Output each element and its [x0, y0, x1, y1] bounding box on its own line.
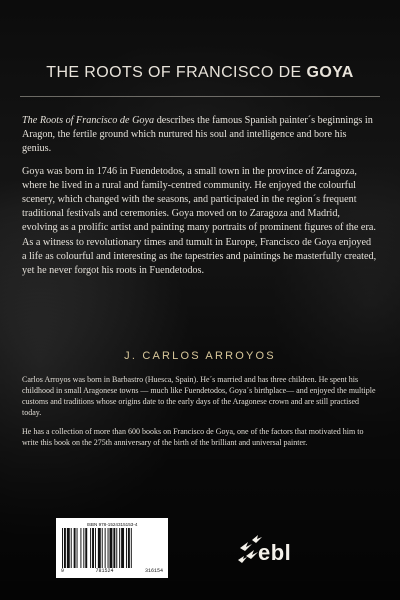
barcode-digit-group-3: 316154	[144, 568, 163, 574]
publisher-name: ebl	[258, 540, 292, 565]
barcode-digits	[61, 568, 163, 575]
blurb-book-title: The Roots of Francisco de Goya	[22, 115, 155, 126]
bird-flock-icon	[236, 526, 366, 576]
title-main: THE ROOTS OF FRANCISCO DE	[46, 64, 307, 81]
blurb-paragraph-1	[22, 114, 378, 157]
blurb-p1-text: describes the famous Spanish painter´s beginnings in Aragon, the fertile ground which nurtured his soul and intelligence and bore his genius.	[22, 115, 373, 155]
blurb-paragraph-2: Goya was born in 1746 in Fuendetodos, a small town in the province of Zaragoza, where he lived in a rural and family-centred community. He enjoyed the colourful scenery, which changed with the seasons, and participated in the region´s frequent traditional festivals and ceremonies. Goya moved on to Zaragoza and Madrid, evolving as a prolific artist and painting many portraits of prominent figures of the era. As a witness to revolutionary times and tumult in Europe, Francisco de Goya enjoyed a life as colourful and interesting as the tapestries and paintings he masterfully created, yet he never forgot his roots in Fuendetodos.	[22, 165, 377, 277]
book-title	[0, 64, 400, 82]
barcode-digit-group-2: 781524	[95, 568, 114, 574]
publisher-logo	[236, 526, 366, 576]
title-divider	[20, 96, 380, 97]
bio-paragraph-2: He has a collection of more than 600 books on Francisco de Goya, one of the factors that motivated him to write this book on the 275th anniversary of the birth of the brilliant and universal painter.	[22, 427, 364, 447]
title-emph: GOYA	[306, 64, 354, 81]
isbn-barcode	[56, 518, 168, 578]
bio-paragraph-1: Carlos Arroyos was born in Barbastro (Huesca, Spain). He´s married and has three children. He spent his childhood in small Aragonese towns — much like Fuendetodos, Goya´s birthplace— and enjoyed the multiple customs and traditions whose origins date to the early days of the Aragonese crown and are still practised today.	[22, 375, 376, 417]
book-blurb	[22, 114, 378, 286]
barcode-digit-group-1: 9	[61, 568, 65, 574]
barcode-bars	[61, 528, 163, 568]
author-bio	[22, 374, 378, 456]
isbn-label: ISBN 978-1524315153-4	[86, 522, 138, 527]
author-name: J. CARLOS ARROYOS	[124, 350, 276, 362]
